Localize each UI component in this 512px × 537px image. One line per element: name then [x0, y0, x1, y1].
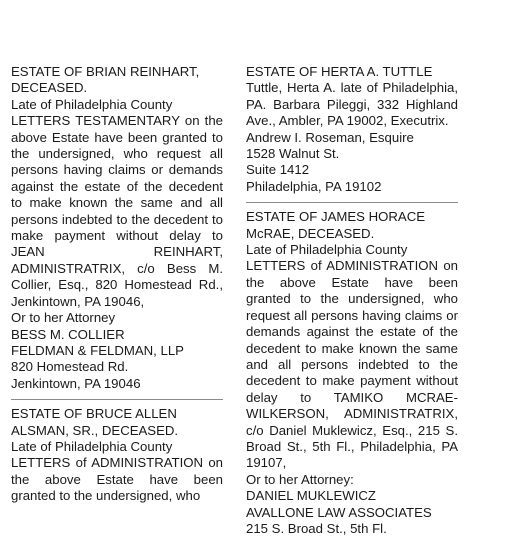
right-column: [246, 64, 458, 537]
notice-divider: [246, 202, 458, 203]
notice-title: ESTATE OF BRUCE ALLEN ALSMAN, SR., DECEASED.: [11, 406, 179, 438]
notice-attorney-block: Andrew I. Roseman, Esquire 1528 Walnut St. Suite 1412 Philadelphia, PA 19102: [246, 129, 414, 194]
notice-body: LETTERS of ADMINISTRATION on the above Estate have been granted to the undersigned, who: [11, 455, 223, 504]
notice-county: Late of Philadelphia County: [11, 96, 173, 112]
estate-notice-tuttle: [246, 64, 458, 195]
estate-notice-alsman: [11, 406, 223, 504]
notice-divider: [11, 399, 223, 400]
notice-attorney-intro: Or to her Attorney: [11, 310, 116, 326]
notice-body: Tuttle, Herta A. late of Philadelphia, PA. Barbara Pileggi, 332 Highland Ave., Ambler, PA 19002, Executrix.: [246, 80, 458, 129]
left-column: [11, 64, 223, 505]
notice-body: LETTERS TESTAMENTARY on the above Estate have been granted to the undersigned, who request all persons having claims or demands against the estate of the decedent to make known the same and all persons indebted to the decedent to make payment without delay to JEAN REINHART, ADMINISTRATRIX, c/o Bess M. Collier, Esq., 820 Homestead Rd., Jenkintown, PA 19046,: [11, 113, 223, 309]
notice-attorney-intro: Or to her Attorney:: [246, 471, 354, 487]
notice-county: Late of Philadelphia County: [246, 242, 408, 258]
estate-notice-reinhart: [11, 64, 223, 392]
notice-title: ESTATE OF HERTA A. TUTTLE: [246, 64, 433, 79]
notice-attorney-block: BESS M. COLLIER FELDMAN & FELDMAN, LLP 820 Homestead Rd. Jenkintown, PA 19046: [11, 326, 184, 391]
notice-county: Late of Philadelphia County: [11, 438, 173, 454]
notice-title: ESTATE OF BRIAN REINHART, DECEASED.: [11, 64, 200, 96]
notice-attorney-block: DANIEL MUKLEWICZ AVALLONE LAW ASSOCIATES 215 S. Broad St., 5th Fl.: [246, 488, 432, 536]
notice-body: LETTERS of ADMINISTRATION on the above Estate have been granted to the undersigned, who request all persons having claims or demands against the estate of the decedent to make known the same and all persons indebted to the decedent to make payment without delay to TAMIKO MCRAE-WILKERSON, ADMINISTRATRIX, c/o Daniel Muklewicz, Esq., 215 S. Broad St., 5th Fl., Philadelphia, PA 19107,: [246, 258, 458, 471]
estate-notice-mcrae: [246, 209, 458, 537]
notice-title: ESTATE OF JAMES HORACE McRAE, DECEASED.: [246, 209, 426, 241]
